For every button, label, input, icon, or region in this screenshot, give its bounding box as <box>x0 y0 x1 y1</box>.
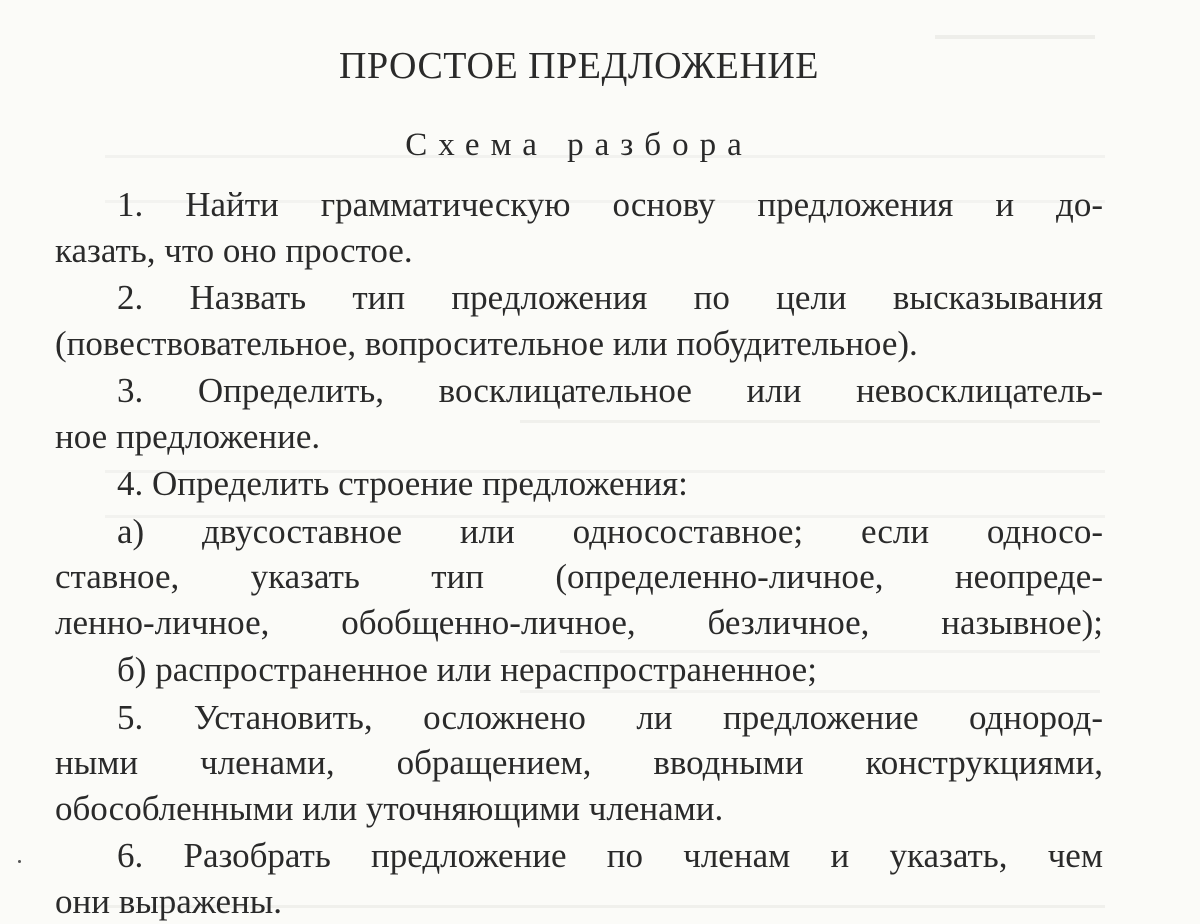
page-title: ПРОСТОЕ ПРЕДЛОЖЕНИЕ <box>55 40 1103 92</box>
item-2-line-1: 2. Назвать тип предложения по цели высказывания <box>55 275 1103 321</box>
item-4-line-1: 4. Определить строение предложения: <box>55 461 1103 507</box>
textbook-page <box>55 0 1103 922</box>
item-4a-line-2: ставное, указать тип (определенно-личное, неопреде- <box>55 554 1103 600</box>
item-4b-line-1: б) распространенное или нераспространенное; <box>55 647 1103 693</box>
item-6-line-1: 6. Разобрать предложение по членам и указать, чем <box>55 833 1103 879</box>
item-5-line-1: 5. Установить, осложнено ли предложение однород- <box>55 695 1103 741</box>
item-2-line-2: (повествовательное, вопросительное или побудительное). <box>55 321 1103 367</box>
scan-speck <box>18 860 21 863</box>
section-subtitle: Схема разбора <box>55 122 1103 168</box>
item-3-line-2: ное предложение. <box>55 414 1103 460</box>
item-1-line-2: казать, что оно простое. <box>55 228 1103 274</box>
item-6-line-2: они выражены. <box>55 879 1103 924</box>
item-5-line-2: ными членами, обращением, вводными конструкциями, <box>55 740 1103 786</box>
item-4a-line-1: а) двусоставное или односоставное; если односо- <box>55 509 1103 555</box>
item-1-line-1: 1. Найти грамматическую основу предложения и до- <box>55 182 1103 228</box>
item-3-line-1: 3. Определить, восклицательное или невосклицатель- <box>55 368 1103 414</box>
item-5-line-3: обособленными или уточняющими членами. <box>55 786 1103 832</box>
analysis-scheme <box>55 182 1103 924</box>
item-4a-line-3: ленно-личное, обобщенно-личное, безличное, назывное); <box>55 600 1103 646</box>
